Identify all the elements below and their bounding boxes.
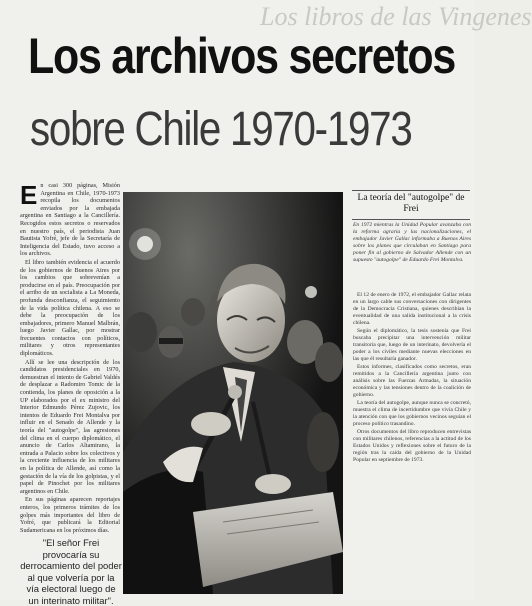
article-body: [20, 180, 120, 534]
sidebar-paragraph: Según el diplomático, la tesis sostenía que Frei buscaba precipitar una intervención militar transitoria que, luego de un interinato, devolvería el poder a los civiles mediante nuevas elecciones en las que él resultaría ganador.: [353, 328, 471, 362]
sidebar-body: [353, 292, 471, 592]
article-paragraph: Allí se lee una descripción de los candidatos presidenciales en 1970, demuestran el intento de Gabriel Valdés de desplazar a Radomiro Tomic de la contienda, los planes de oposición a la UP elaborados por el ex ministro del Interior Edmundo Pérez Zujovic, los intentos de Eduardo Frei Montalva por influir en el Senado de Allende y la teoría del "autogolpe", las agresiones del clima en el cuerpo diplomático, el anuncio de Carlos Altamirano, la entrada a Palacio sobre los colectivos y la creciente influencia de los militares en la política de Allende, así como la gestación de la vía de los golpistas, y el papel de Pinochet por los militares argentinos en Chile.: [20, 358, 120, 495]
photo-illustration: [123, 192, 343, 594]
headline-line-1: Los archivos secretos: [28, 28, 456, 84]
pull-quote: "El señor Frei provocaría su derrocamiento del poder al que volvería por la vía electoral luego de un interinato militar".: [20, 537, 122, 606]
sidebar-paragraph: La teoría del autogolpe, aunque nunca se concretó, muestra el clima de incertidumbre que vivía Chile y la atención con que los gobiernos vecinos seguían el proceso político trasandino.: [353, 400, 471, 427]
sidebar-title: La teoría del "autogolpe" de Frei: [357, 193, 465, 214]
news-photo: [123, 192, 343, 594]
sidebar-paragraph: Estos informes, clasificados como secretos, eran remitidos a la Cancillería argentina junto con análisis sobre las Fuerzas Armadas, la situación económica y las tensiones dentro de la coalición de gobierno.: [353, 364, 471, 398]
article-paragraph: El libro también evidencia el acuerdo de los gobiernos de Buenos Aires por los cambios que sobrevenían a producirse en el país. Preocupación por el arribo de un socialista a La Moneda, profunda desconfianza, el seguimiento de la vida política chilena. A eso se debe la preocupación de los embajadores, primero Manuel Malbrán, luego Javier Gallac, por mostrar frecuentes contactos con políticos, militares y otros representantes diplomáticos.: [20, 258, 120, 358]
sidebar-paragraph: Otros documentos del libro reproducen entrevistas con militares chilenos, referencias a la actitud de los Estados Unidos y reflexiones sobre el futuro de la región tras la caída del gobierno de la Unidad Popular en septiembre de 1973.: [353, 429, 471, 463]
headline-line-2: sobre Chile 1970-1973: [30, 103, 412, 156]
article-paragraph: En sus páginas aparecen reportajes enteros, los primeros trámites de los golpes más importantes del libro de Yofré, que publicará la Editorial Sudamericana en los próximos días.: [20, 496, 120, 534]
article-paragraph: n casi 300 páginas, Misión Argentina en Chile, 1970-1973 recopila los documentos enviados por la embajada argentina en Santiago a la Cancillería. Recogidos estos secretos o reservados en nuestro país, el periodista Juan Bautista Yofré, jefe de la Secretaría de Inteligencia del Estado, tuvo acceso a los archivos.: [20, 182, 120, 258]
drop-cap: E: [20, 180, 38, 210]
sidebar-rule-bottom: [352, 219, 470, 220]
background-page-text: Los libros de las Vingenes: [260, 2, 532, 31]
sidebar-paragraph: El 12 de enero de 1972, el embajador Gallac relata en un largo cable sus conversaciones con dirigentes de la Democracia Cristiana, quienes describían la eventualidad de una salida institucional a la crisis chilena.: [353, 292, 471, 326]
sidebar-rule-top: [352, 190, 470, 191]
sidebar-intro: En 1972 mientras la Unidad Popular avanzaba con la reforma agraria y las nacionalizaciones, el embajador Javier Gallac informaba a Buenos Aires sobre los planes que circulaban en Santiago para poner fin al gobierno de Salvador Allende con un supuesto "autogolpe" de Eduardo Frei Montalva.: [353, 222, 471, 263]
